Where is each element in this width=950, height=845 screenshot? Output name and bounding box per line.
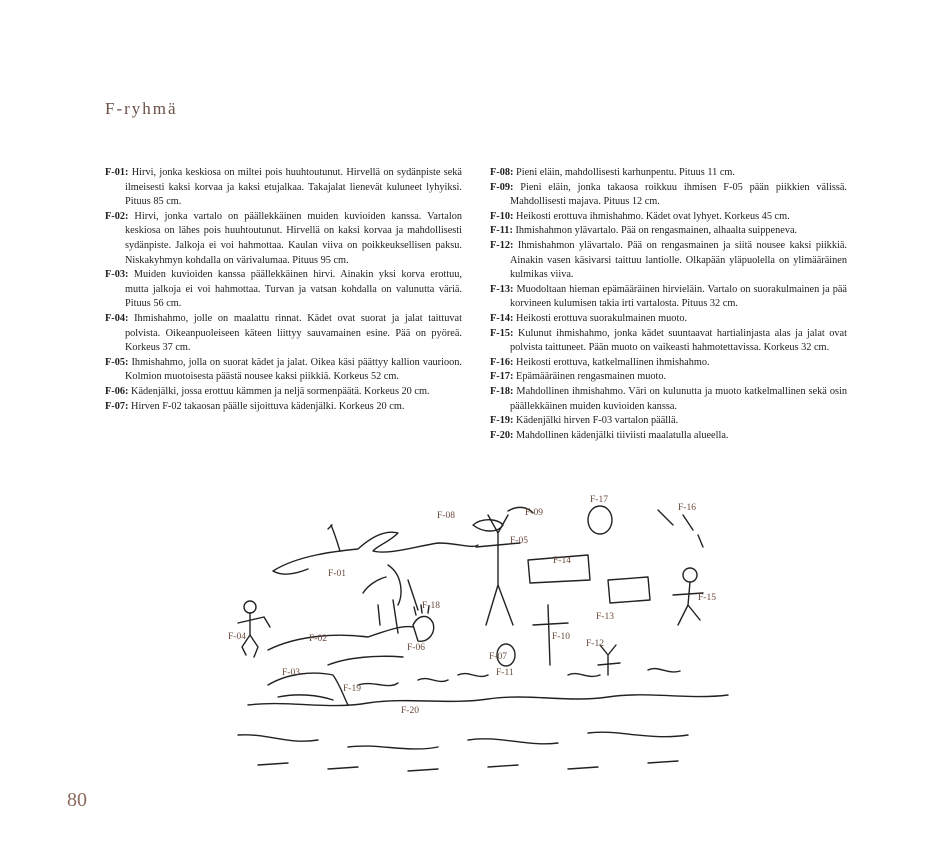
human-figure-lines (673, 582, 703, 625)
animal-outline (473, 520, 503, 531)
figure-label-f10: F-10 (552, 632, 570, 642)
catalog-entry: F-16: Heikosti erottuva, katkelmallinen ihmishahmo. (490, 356, 710, 368)
entry-text: Kulunut ihmishahmo, jonka kädet suuntaavat hartialinjasta alas ja jalat ovat polvista taittuneet. Pään muoto on vaikeasti hahmotettavissa. Korkeus 32 cm. (510, 327, 847, 354)
entry-code: F-18 (490, 385, 511, 397)
entry-text: Mahdollinen kädenjälki tiiviisti maalatulla alueella. (513, 429, 729, 441)
entries-left-column (105, 166, 462, 414)
painted-area-lines (238, 695, 728, 771)
entry-code: F-05 (105, 356, 126, 368)
figure-label-f03: F-03 (282, 668, 300, 678)
catalog-entry: F-18: Mahdollinen ihmishahmo. Väri on kulunutta ja muoto katkelmallinen sekä osin päällekkäinen muiden kuvioiden kanssa. (490, 385, 847, 412)
figure-label-f13: F-13 (596, 612, 614, 622)
entry-text: Mahdollinen ihmishahmo. Väri on kulunutta ja muoto katkelmallinen sekä osin päällekkäinen muiden kuvioiden kanssa. (510, 385, 847, 412)
entry-text: Epämääräinen rengasmainen muoto. (513, 371, 667, 383)
catalog-entry: F-14: Heikosti erottuva suorakulmainen muoto. (490, 312, 688, 324)
figure-label-f14: F-14 (553, 556, 571, 566)
entry-text: Muiden kuvioiden kanssa päällekkäinen hirvi. Ainakin yksi korva erottuu, mutta jalkoja ei voi hahmottaa. Turvan ja vatsan kohdalla on valunutta väriä. Pituus 56 cm. (125, 269, 462, 310)
entry-text: Ihmishahmo, jolle on maalattu rinnat. Kädet ovat suorat ja jalat taittuvat polvista. Oikeanpuoleiseen käteen liittyy sauvamainen esine. Pää on pyöreä. Korkeus 37 cm. (125, 312, 462, 354)
figure-label-f04: F-04 (228, 632, 246, 642)
entry-text: Pieni eläin, mahdollisesti karhunpentu. Pituus 11 cm. (513, 167, 736, 178)
figure-label-f02: F-02 (309, 634, 327, 644)
figure-label-f18: F-18 (422, 601, 440, 611)
entry-text: Heikosti erottuva ihmishahmo. Kädet ovat lyhyet. Korkeus 45 cm. (513, 210, 790, 222)
figure-label-f06: F-06 (407, 643, 425, 653)
entry-code: F-09 (490, 181, 511, 193)
figure-label-f11: F-11 (496, 668, 514, 678)
entry-text: Heikosti erottuva suorakulmainen muoto. (513, 312, 688, 324)
figure-label-f20: F-20 (401, 706, 419, 716)
catalog-entry: F-20: Mahdollinen kädenjälki tiiviisti maalatulla alueella. (490, 429, 729, 441)
catalog-entry: F-12: Ihmishahmon ylävartalo. Pää on rengasmainen ja siitä nousee kaksi piikkiä. Ainakin vasen käsivarsi taittuu lantiolle. Olkapään yläpuolella on ylimääräinen kulmikas viiva. (490, 239, 847, 281)
catalog-entry: F-05: Ihmishahmo, jolla on suorat kädet ja jalat. Oikea käsi päättyy kallion vaurioon. Kolmion muotoisesta päästä nousee kaksi piikkiä. Korkeus 52 cm. (105, 356, 462, 383)
entry-code: F-11 (490, 225, 510, 237)
elk-body-outline (363, 565, 401, 605)
catalog-entry: F-03: Muiden kuvioiden kanssa päällekkäinen hirvi. Ainakin yksi korva erottuu, mutta jalkoja ei voi hahmottaa. Turvan ja vatsan kohdalla on valunutta väriä. Pituus 56 cm. (105, 269, 462, 310)
figure-label-f16: F-16 (678, 503, 696, 513)
entry-code: F-07 (105, 400, 126, 412)
entry-text: Pieni eläin, jonka takaosa roikkuu ihmisen F-05 pään piikkien välissä. Mahdollisesti majava. Pituus 12 cm. (510, 181, 847, 208)
catalog-entry: F-08: Pieni eläin, mahdollisesti karhunpentu. Pituus 11 cm. (490, 167, 736, 178)
catalog-entry: F-15: Kulunut ihmishahmo, jonka kädet suuntaavat hartialinjasta alas ja jalat ovat polvista taittuneet. Pään muoto on vaikeasti hahmotettavissa. Korkeus 32 cm. (490, 327, 847, 354)
entry-code: F-13 (490, 283, 511, 295)
human-head (683, 568, 697, 582)
entries-right-column (490, 166, 847, 443)
entry-code: F-03 (105, 269, 126, 281)
rock-painting-figure (228, 485, 733, 777)
catalog-entry: F-06: Kädenjälki, jossa erottuu kämmen ja neljä sormenpäätä. Korkeus 20 cm. (105, 385, 430, 397)
entry-text: Kädenjälki, jossa erottuu kämmen ja neljä sormenpäätä. Korkeus 20 cm. (128, 385, 430, 397)
catalog-entry: F-04: Ihmishahmo, jolle on maalattu rinnat. Kädet ovat suorat ja jalat taittuvat polvista. Oikeanpuoleiseen käteen liittyy sauvamainen esine. Pää on pyöreä. Korkeus 37 cm. (105, 312, 462, 354)
catalog-entry: F-11: Ihmishahmon ylävartalo. Pää on rengasmainen, alhaalta suippeneva. (490, 225, 798, 237)
entry-text: Kädenjälki hirven F-03 vartalon päällä. (513, 415, 679, 427)
rectangle-outline (608, 577, 650, 603)
catalog-entry: F-07: Hirven F-02 takaosan päälle sijoittuva kädenjälki. Korkeus 20 cm. (105, 400, 405, 412)
figure-label-f01: F-01 (328, 569, 346, 579)
line-fragment (658, 510, 703, 547)
elk-outline (268, 627, 413, 665)
entry-code: F-04 (105, 312, 126, 324)
entry-code: F-16 (490, 356, 511, 368)
catalog-entry: F-02: Hirvi, jonka vartalo on päällekkäinen muiden kuvioiden kanssa. Vartalon keskiosa on lähes pois huuhtoutunut. Hirvellä on kaksi korvaa ja mahdollisesti sydänpiste. Jalkoja ei voi hahmottaa. Kaulan viiva on poikkeuksellisen paksu. Niskakyhmyn kohdalla on värivalumaa. Pituus 95 cm. (105, 210, 462, 266)
entry-code: F-14 (490, 312, 511, 324)
entry-code: F-10 (490, 210, 511, 222)
catalog-entry: F-09: Pieni eläin, jonka takaosa roikkuu ihmisen F-05 pään piikkien välissä. Mahdollisesti majava. Pituus 12 cm. (490, 181, 847, 208)
entry-code: F-20 (490, 429, 511, 441)
human-figure-lines (476, 515, 520, 625)
entry-code: F-15 (490, 327, 511, 339)
entry-code: F-06 (105, 385, 126, 397)
figure-label-f05: F-05 (510, 536, 528, 546)
catalog-entry: F-10: Heikosti erottuva ihmishahmo. Kädet ovat lyhyet. Korkeus 45 cm. (490, 210, 790, 222)
human-head (244, 601, 256, 613)
section-title: F-ryhmä (105, 99, 178, 118)
catalog-entry: F-17: Epämääräinen rengasmainen muoto. (490, 371, 667, 383)
entry-text: Hirvi, jonka keskiosa on miltei pois huuhtoutunut. Hirvellä on sydänpiste sekä ilmeisesti kaksi korvaa ja kaksi etujalkaa. Takajalat lienevät kuluneet lyhyiksi. Pituus 85 cm. (125, 167, 462, 208)
ring-outline (588, 506, 612, 534)
figure-label-f17: F-17 (590, 495, 608, 505)
entry-code: F-19 (490, 415, 511, 427)
figure-label-f08: F-08 (437, 511, 455, 521)
figure-label-f12: F-12 (586, 639, 604, 649)
elk-outline (268, 673, 348, 705)
entry-text: Hirvi, jonka vartalo on päällekkäinen muiden kuvioiden kanssa. Vartalon keskiosa on lähes pois huuhtoutunut. Hirvellä on kaksi korvaa ja mahdollisesti sydänpiste. Jalkoja ei voi hahmottaa. Kaulan viiva on poikkeuksellisen paksu. Niskakyhmyn kohdalla on värivalumaa. Pituus 95 cm. (125, 210, 462, 266)
entry-code: F-01 (105, 167, 126, 178)
figure-label-f19: F-19 (343, 684, 361, 694)
entry-code: F-08 (490, 167, 511, 178)
page-number: 80 (67, 789, 87, 811)
elk-outline (273, 532, 478, 574)
entry-code: F-17 (490, 371, 511, 383)
entry-code: F-12 (490, 239, 511, 251)
figure-label-f07: F-07 (489, 652, 507, 662)
entry-text: Muodoltaan hieman epämääräinen hirvieläin. Vartalo on suorakulmainen ja pää korvineen kulumisen takia irti vartalosta. Pituus 32 cm. (510, 283, 847, 310)
catalog-entry: F-13: Muodoltaan hieman epämääräinen hirvieläin. Vartalo on suorakulmainen ja pää korvineen kulumisen takia irti vartalosta. Pituus 32 cm. (490, 283, 847, 310)
painted-area-lines (358, 669, 680, 686)
entry-code: F-02 (105, 210, 126, 222)
entry-text: Heikosti erottuva, katkelmallinen ihmishahmo. (513, 356, 710, 368)
figure-label-f09: F-09 (525, 508, 543, 518)
catalog-entry: F-01: Hirvi, jonka keskiosa on miltei pois huuhtoutunut. Hirvellä on sydänpiste sekä ilmeisesti kaksi korvaa ja kaksi etujalkaa. Takajalat lienevät kuluneet lyhyiksi. Pituus 85 cm. (105, 167, 462, 208)
entry-text: Ihmishahmon ylävartalo. Pää on rengasmainen ja siitä nousee kaksi piikkiä. Ainakin vasen käsivarsi taittuu lantiolle. Olkapään yläpuolella on ylimääräinen kulmikas viiva. (510, 239, 847, 281)
entry-text: Ihmishahmo, jolla on suorat kädet ja jalat. Oikea käsi päättyy kallion vaurioon. Kolmion muotoisesta päästä nousee kaksi piikkiä. Korkeus 52 cm. (125, 356, 462, 383)
entry-text: Ihmishahmon ylävartalo. Pää on rengasmainen, alhaalta suippeneva. (512, 225, 798, 237)
catalog-entry: F-19: Kädenjälki hirven F-03 vartalon päällä. (490, 415, 679, 427)
entry-text: Hirven F-02 takaosan päälle sijoittuva kädenjälki. Korkeus 20 cm. (128, 400, 405, 412)
elk-head-outline (328, 525, 340, 551)
human-figure-lines (598, 645, 620, 675)
figure-label-f15: F-15 (698, 593, 716, 603)
elk-leg-line (378, 580, 418, 633)
rock-painting-drawing (228, 485, 733, 777)
